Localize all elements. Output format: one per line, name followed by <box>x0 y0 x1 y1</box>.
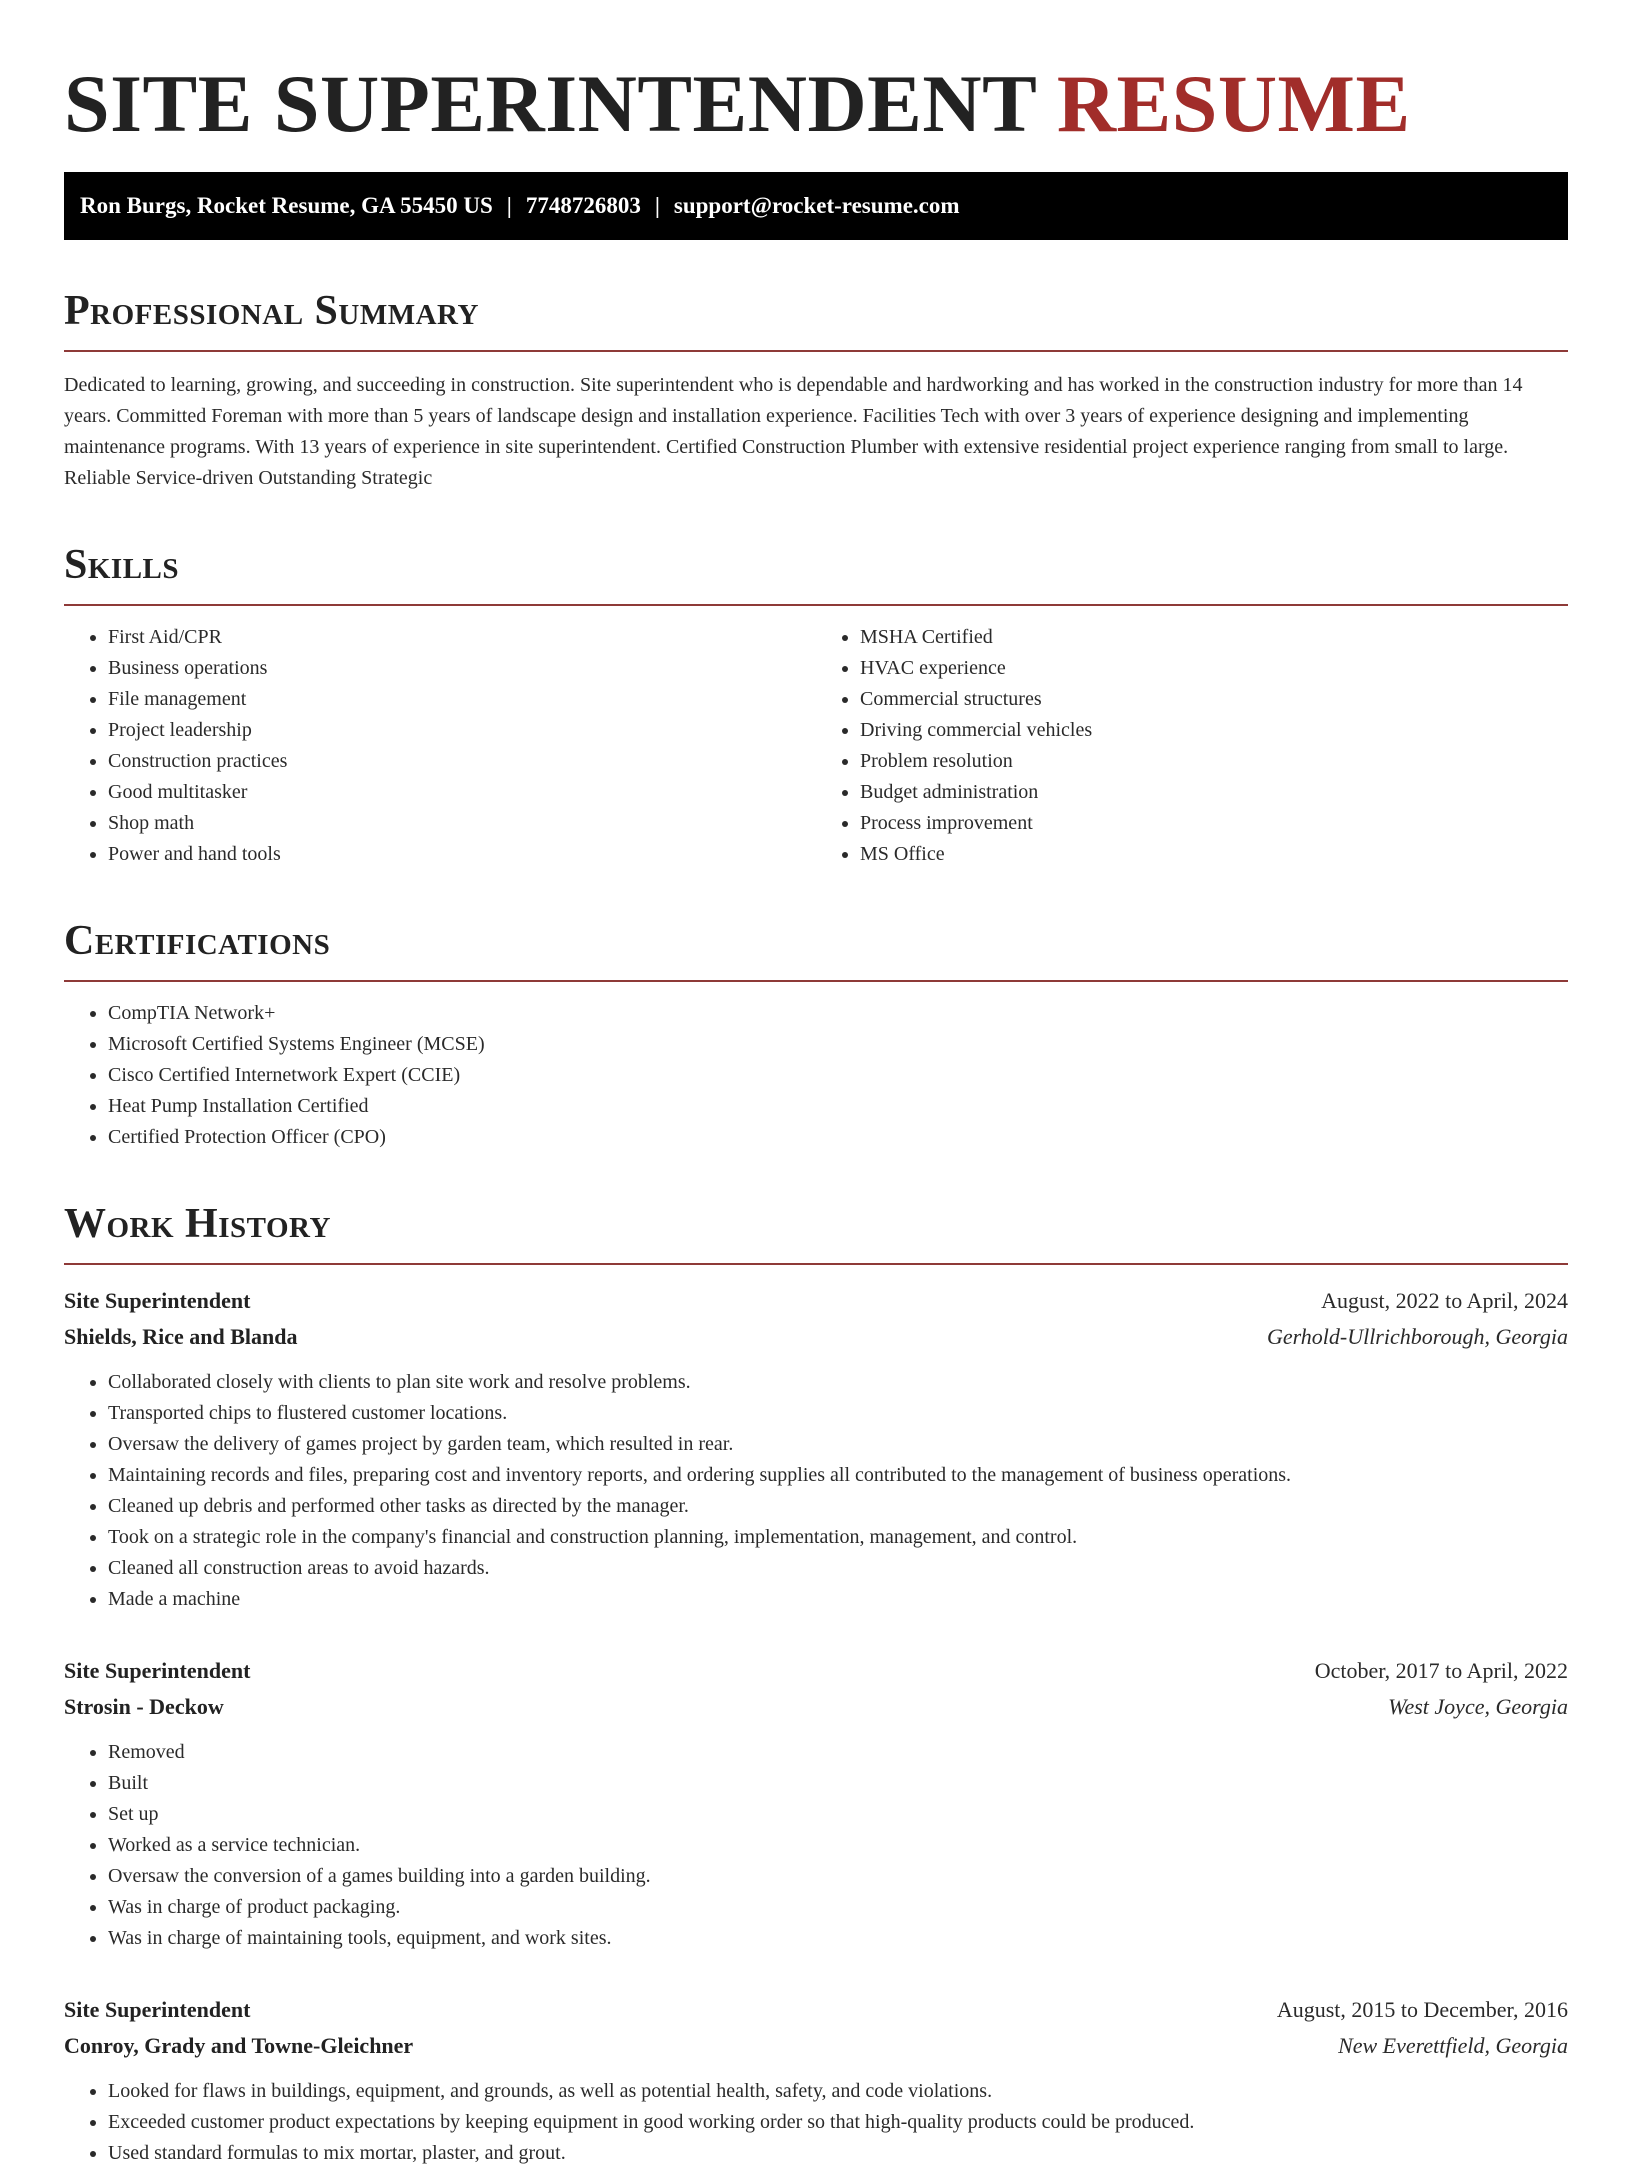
job-location: West Joyce, Georgia <box>1388 1694 1568 1719</box>
skill-item: • File management <box>108 684 816 715</box>
job-title-row <box>64 1283 1568 1319</box>
skill-item: • Project leadership <box>108 715 816 746</box>
job-duty: • Oversaw the conversion of a games building into a garden building. <box>108 1861 1568 1892</box>
skill-item: • Business operations <box>108 653 816 684</box>
job-duty: • Made a machine <box>108 1584 1568 1615</box>
job-location: Gerhold-Ullrichborough, Georgia <box>1266 1324 1568 1349</box>
certification-item: • Certified Protection Officer (CPO) <box>108 1122 1568 1153</box>
title-main: SITE SUPERINTENDENT <box>64 58 1036 149</box>
job-duty: • Used standard formulas to mix mortar, plaster, and grout. <box>108 2138 1568 2169</box>
skills-grid <box>64 606 1568 870</box>
job-duty: • Took on a strategic role in the company's financial and construction planning, implementation, management, and control. <box>108 1522 1568 1553</box>
work-history-section <box>64 1199 1568 2169</box>
certifications-list <box>64 998 1568 1153</box>
skill-item: • Shop math <box>108 808 816 839</box>
skill-item: • Driving commercial vehicles <box>860 715 1568 746</box>
job-entry <box>64 1992 1568 2169</box>
summary-text: Dedicated to learning, growing, and succeeding in construction. Site superintendent who is dependable and hardworking and has worked in the construction industry for more than 14 years. Committed Foreman with more than 5 years of landscape design and installation experience. Facilities Tech with over 3 years of experience designing and implementing maintenance programs. With 13 years of experience in site superintendent. Certified Construction Plumber with extensive residential project experience ranging from small to large. Reliable Service-driven Outstanding Strategic <box>64 374 1523 489</box>
job-title-row <box>64 1653 1568 1689</box>
contact-separator: | <box>506 193 512 218</box>
skills-list-right <box>816 622 1568 870</box>
contact-phone: 7748726803 <box>525 193 641 218</box>
work-history-heading: Work History <box>64 1199 1568 1265</box>
skills-list-left <box>64 622 816 870</box>
job-location: New Everettfield, Georgia <box>1338 2033 1568 2058</box>
certification-item: • CompTIA Network+ <box>108 998 1568 1029</box>
job-dates: August, 2022 to April, 2024 <box>1321 1288 1568 1313</box>
job-duty: • Was in charge of maintaining tools, equipment, and work sites. <box>108 1923 1568 1954</box>
skill-item: • First Aid/CPR <box>108 622 816 653</box>
job-dates: August, 2015 to December, 2016 <box>1276 1997 1568 2022</box>
job-company-row <box>64 1319 1568 1355</box>
job-duty: • Collaborated closely with clients to plan site work and resolve problems. <box>108 1367 1568 1398</box>
skill-item: • Construction practices <box>108 746 816 777</box>
skill-item: • Good multitasker <box>108 777 816 808</box>
job-title: Site Superintendent <box>64 1288 251 1313</box>
job-company-row <box>64 2028 1568 2064</box>
job-company-row <box>64 1689 1568 1725</box>
job-company: Shields, Rice and Blanda <box>64 1324 298 1349</box>
summary-heading: Professional Summary <box>64 286 1568 352</box>
title-accent: RESUME <box>1056 58 1411 149</box>
skill-item: • Commercial structures <box>860 684 1568 715</box>
job-duties-list <box>64 1367 1568 1615</box>
resume-title <box>64 0 1568 150</box>
contact-separator: | <box>654 193 660 218</box>
job-duty: • Looked for flaws in buildings, equipment, and grounds, as well as potential health, safety, and code violations. <box>108 2076 1568 2107</box>
skill-item: • MS Office <box>860 839 1568 870</box>
job-title: Site Superintendent <box>64 1997 251 2022</box>
skill-item: • Budget administration <box>860 777 1568 808</box>
job-company: Strosin - Deckow <box>64 1694 224 1719</box>
certification-item: • Cisco Certified Internetwork Expert (CCIE) <box>108 1060 1568 1091</box>
certifications-heading: Certifications <box>64 916 1568 982</box>
skills-section <box>64 540 1568 870</box>
job-duty: • Removed <box>108 1737 1568 1768</box>
certifications-section <box>64 916 1568 1153</box>
certification-item: • Microsoft Certified Systems Engineer (MCSE) <box>108 1029 1568 1060</box>
job-duty: • Worked as a service technician. <box>108 1830 1568 1861</box>
job-duty: • Oversaw the delivery of games project by garden team, which resulted in rear. <box>108 1429 1568 1460</box>
contact-email: support@rocket-resume.com <box>673 193 960 218</box>
summary-section <box>64 286 1568 494</box>
job-duty: • Cleaned up debris and performed other tasks as directed by the manager. <box>108 1491 1568 1522</box>
job-company: Conroy, Grady and Towne-Gleichner <box>64 2033 414 2058</box>
job-duty: • Transported chips to flustered customer locations. <box>108 1398 1568 1429</box>
job-duty: • Cleaned all construction areas to avoid hazards. <box>108 1553 1568 1584</box>
job-duty: • Exceeded customer product expectations by keeping equipment in good working order so that high-quality products could be produced. <box>108 2107 1568 2138</box>
skills-heading: Skills <box>64 540 1568 606</box>
contact-address: Ron Burgs, Rocket Resume, GA 55450 US <box>80 193 493 218</box>
job-entry <box>64 1653 1568 1954</box>
job-duty: • Maintaining records and files, preparing cost and inventory reports, and ordering supplies all contributed to the management of business operations. <box>108 1460 1568 1491</box>
job-duties-list <box>64 1737 1568 1954</box>
job-title: Site Superintendent <box>64 1658 251 1683</box>
skill-item: • Problem resolution <box>860 746 1568 777</box>
job-duty: • Built <box>108 1768 1568 1799</box>
skill-item: • HVAC experience <box>860 653 1568 684</box>
job-duties-list <box>64 2076 1568 2169</box>
skill-item: • Power and hand tools <box>108 839 816 870</box>
skill-item: • Process improvement <box>860 808 1568 839</box>
job-duty: • Was in charge of product packaging. <box>108 1892 1568 1923</box>
skill-item: • MSHA Certified <box>860 622 1568 653</box>
job-title-row <box>64 1992 1568 2028</box>
contact-bar <box>64 172 1568 240</box>
job-duty: • Set up <box>108 1799 1568 1830</box>
job-dates: October, 2017 to April, 2022 <box>1314 1658 1568 1683</box>
job-entry <box>64 1283 1568 1615</box>
certification-item: • Heat Pump Installation Certified <box>108 1091 1568 1122</box>
